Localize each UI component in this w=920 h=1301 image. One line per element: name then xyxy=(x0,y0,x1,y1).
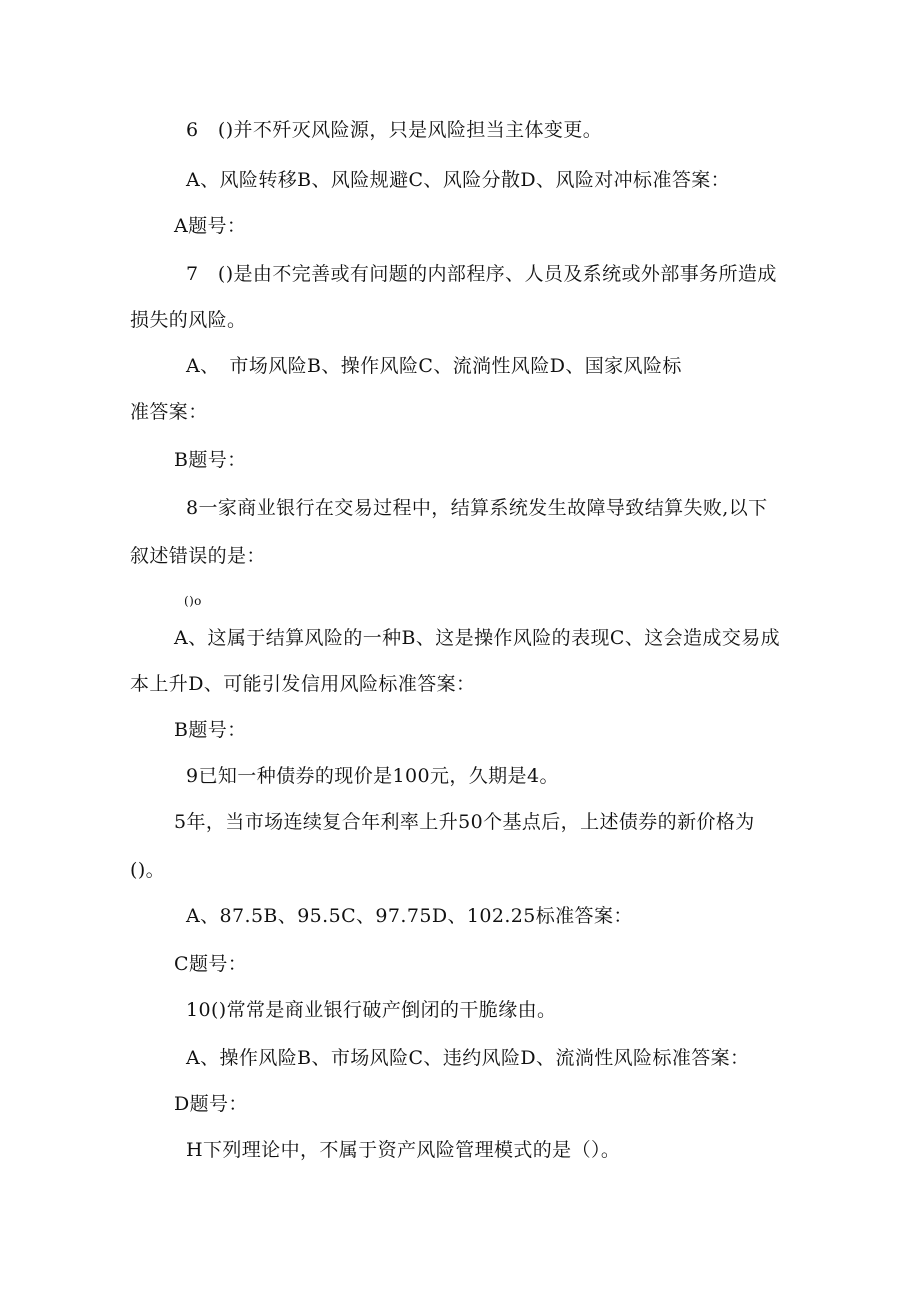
question-8-options: A、这属于结算风险的一种B、这是操作风险的表现C、这会造成交易成 xyxy=(174,627,781,649)
question-8-stem-continued: 叙述错误的是： xyxy=(130,545,266,567)
question-6-stem: 6 ()并不歼灭风险源，只是风险担当主体变更。 xyxy=(186,119,603,141)
question-7-stem: 7 ()是由不完善或有问题的内部程序、人员及系统或外部事务所造成 xyxy=(186,263,777,285)
question-7-options-continued: 准答案： xyxy=(130,401,208,423)
question-10-answer: D题号： xyxy=(174,1093,248,1115)
question-6-options: A、风险转移B、风险规避C、风险分散D、风险对冲标准答案： xyxy=(186,169,731,191)
question-7-options: A、 市场风险B、操作风险C、流淌性风险D、国家风险标 xyxy=(186,355,682,377)
question-9-answer: C题号： xyxy=(174,953,248,975)
question-7-stem-continued: 损失的风险。 xyxy=(130,309,247,331)
question-11-stem: H下列理论中，不属于资产风险管理模式的是（）。 xyxy=(186,1139,621,1161)
question-8-blank: ()o xyxy=(184,594,202,608)
question-6-answer: A题号： xyxy=(174,215,247,237)
question-8-stem: 8一家商业银行在交易过程中，结算系统发生故障导致结算失败,以下 xyxy=(186,497,768,519)
question-10-options: A、操作风险B、市场风险C、违约风险D、流淌性风险标准答案： xyxy=(186,1047,750,1069)
question-8-answer: B题号： xyxy=(174,719,247,741)
question-7-answer: B题号： xyxy=(174,449,247,471)
question-9-options: A、87.5B、95.5C、97.75D、102.25标准答案： xyxy=(186,905,633,927)
question-8-options-continued: 本上升D、可能引发信用风险标准答案： xyxy=(130,673,476,695)
question-9-stem-end: ()。 xyxy=(130,859,166,881)
question-9-stem-continued: 5年，当市场连续复合年利率上升50个基点后，上述债券的新价格为 xyxy=(174,811,755,833)
question-10-stem: 10()常常是商业银行破产倒闭的干脆缘由。 xyxy=(186,999,557,1021)
question-9-stem: 9已知一种债券的现价是100元，久期是4。 xyxy=(186,765,559,787)
